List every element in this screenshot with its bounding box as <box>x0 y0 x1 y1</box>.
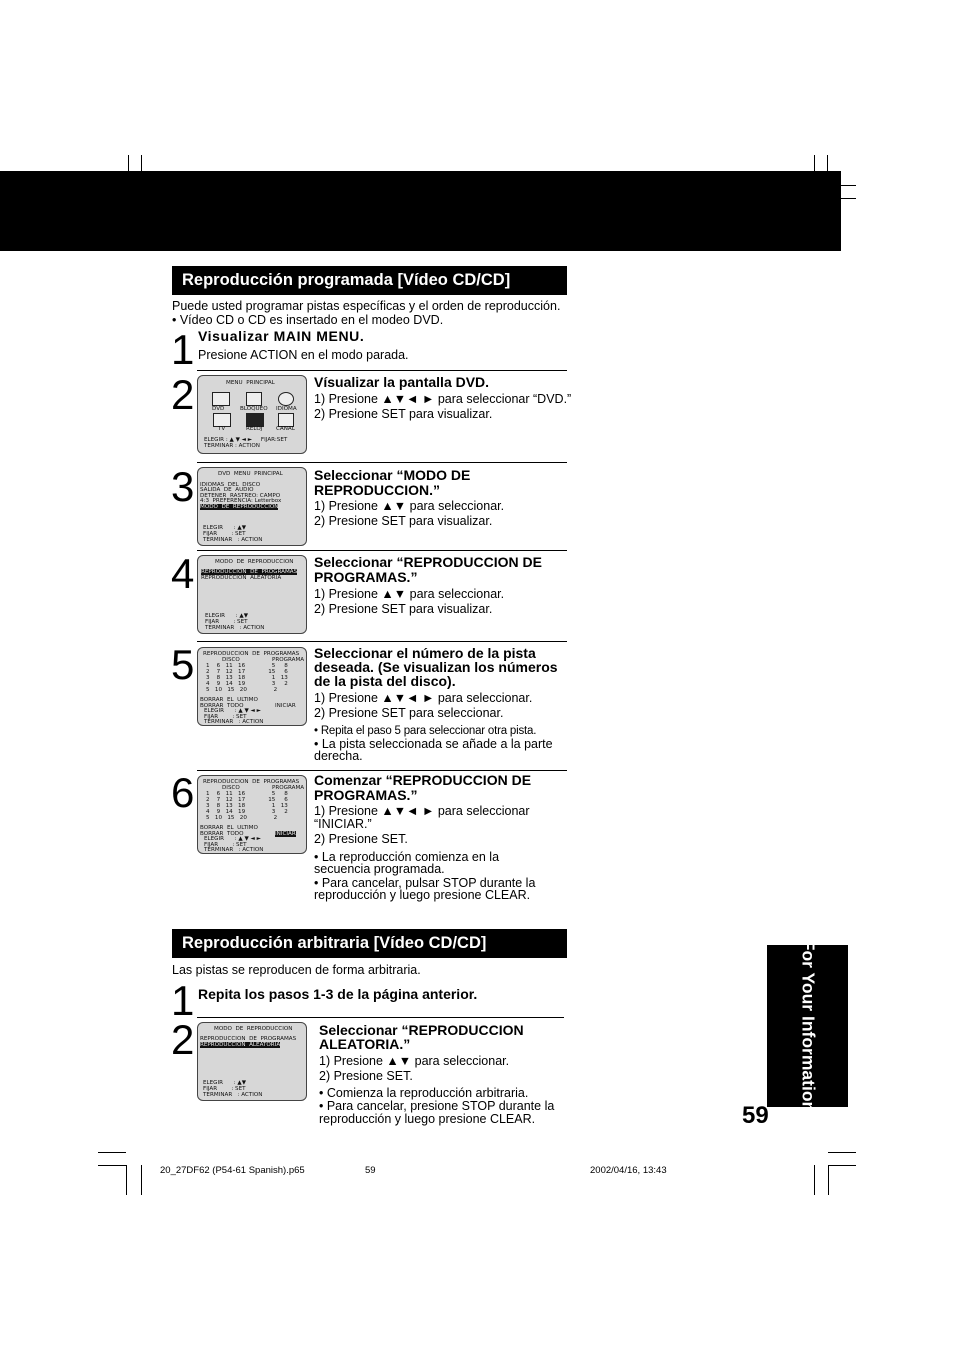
crop-mark <box>814 1165 815 1195</box>
screen-item: DETENER RASTREO: CAMPO <box>200 493 281 499</box>
step-line: 1) Presione ▲▼◄ ► para seleccionar “DVD.” <box>314 392 572 406</box>
step-title: Visualizar MAIN MENU. <box>198 328 365 344</box>
programas-iniciar-screen <box>197 775 307 854</box>
divider <box>197 370 567 371</box>
crop-mark <box>828 1152 856 1153</box>
screen-row: 4 9 14 19 3 2 <box>206 809 288 815</box>
crop-mark <box>828 1165 829 1195</box>
screen-label: CANAL <box>276 426 295 432</box>
crop-mark <box>98 1152 126 1153</box>
step-bullet: secuencia programada. <box>314 862 445 876</box>
screen-footer: ELEGIR : ▲▼ <box>205 613 248 619</box>
divider <box>197 770 567 771</box>
step-title: Repita los pasos 1-3 de la página anterior. <box>198 986 478 1002</box>
section-title: Reproducción arbitraria [Vídeo CD/CD] <box>172 929 567 958</box>
intro-bullet: • Vídeo CD o CD es insertado en el modeo DVD. <box>172 313 444 327</box>
step-number: 3 <box>171 463 195 510</box>
divider <box>197 462 567 463</box>
screen-footer: ELEGIR : ▲ ▼ ◄ ► FIJAR:SET <box>204 437 288 443</box>
lock-icon <box>246 392 262 406</box>
aleatoria-screen <box>197 1022 307 1101</box>
screen-row: 4 9 14 19 3 2 <box>206 681 288 687</box>
dvd-menu-screen <box>197 467 307 546</box>
screen-item: IDIOMAS DEL DISCO <box>200 482 261 488</box>
crop-mark <box>828 1165 856 1166</box>
step-line: Presione ACTION en el modo parada. <box>198 348 409 362</box>
step-bullet: reproducción y luego presione CLEAR. <box>314 888 531 902</box>
screen-row: 2 7 12 17 15 6 <box>206 669 288 675</box>
step-line: 1) Presione ▲▼ para seleccionar. <box>319 1054 510 1068</box>
tv-icon <box>213 413 231 427</box>
step-title: Seleccionar “REPRODUCCION <box>319 1022 524 1038</box>
screen-footer: FIJAR : SET <box>203 531 246 537</box>
screen-footer: TERMINAR : ACTION <box>203 1092 263 1098</box>
screen-footer: ELEGIR : ▲ ▼ ◄ ► <box>204 836 261 842</box>
modo-reproduccion-screen <box>197 555 307 634</box>
side-tab-label: For Your Information <box>798 939 819 1113</box>
screen-footer: TERMINAR : ACTION <box>203 537 263 543</box>
screen-footer: TERMINAR : ACTION <box>204 719 264 725</box>
step-line: 2) Presione SET para seleccionar. <box>314 706 504 720</box>
screen-item: INICIAR <box>275 703 296 709</box>
step-bullet: reproducción y luego presione CLEAR. <box>319 1112 536 1126</box>
step-title: REPRODUCCION.” <box>314 482 441 498</box>
screen-item: BORRAR EL ULTIMO <box>200 697 258 703</box>
footer-page: 59 <box>365 1165 376 1176</box>
step-line: 2) Presione SET para visualizar. <box>314 514 493 528</box>
divider <box>197 550 567 551</box>
screen-item: BORRAR TODO <box>200 831 244 837</box>
step-title: ALEATORIA.” <box>319 1036 411 1052</box>
screen-footer: TERMINAR : ACTION <box>205 625 265 631</box>
screen-title: MODO DE REPRODUCCION <box>214 1026 293 1032</box>
step-title: PROGRAMAS.” <box>314 787 418 803</box>
step-bullet: • Para cancelar, presione STOP durante la <box>319 1099 555 1113</box>
screen-item: SALIDA DE AUDIO <box>200 487 254 493</box>
step-bullet: • La pista seleccionada se añade a la parte <box>314 737 553 751</box>
screen-label: DVD <box>212 406 225 412</box>
step-number: 2 <box>171 1016 195 1063</box>
screen-footer: ELEGIR : ▲▼ <box>203 525 246 531</box>
screen-selected-item: INICIAR <box>275 831 296 837</box>
screen-row: 3 8 13 18 1 13 <box>206 675 288 681</box>
screen-footer: ELEGIR : ▲ ▼ ◄ ► <box>204 708 261 714</box>
screen-footer: FIJAR : SET <box>204 714 247 720</box>
screen-row: 5 10 15 20 2 <box>206 815 278 821</box>
crop-mark <box>126 1165 127 1195</box>
step-title: Seleccionar el número de la pista <box>314 645 536 661</box>
step-number: 5 <box>171 641 195 688</box>
screen-label: IDIOMA <box>276 406 297 412</box>
screen-item: 4:3 PREFERENCIA: Letterbox <box>200 498 282 504</box>
screen-title: MENU PRINCIPAL <box>226 380 275 386</box>
screen-row: 1 6 11 16 5 8 <box>206 791 288 797</box>
intro-text: Las pistas se reproducen de forma arbitraria. <box>172 963 421 977</box>
step-bullet: • La reproducción comienza en la <box>314 850 500 864</box>
disc-icon <box>212 392 230 406</box>
step-line: 1) Presione ▲▼ para seleccionar. <box>314 499 505 513</box>
crop-mark <box>98 1165 126 1166</box>
page-number: 59 <box>742 1102 769 1129</box>
intro-text: Puede usted programar pistas específicas y el orden de reproducción. <box>172 299 561 313</box>
divider <box>197 1017 564 1018</box>
step-line: 2) Presione SET para visualizar. <box>314 407 493 421</box>
screen-selected-item: REPRODUCCION ALEATORIA <box>200 1042 281 1048</box>
step-title: PROGRAMAS.” <box>314 569 418 585</box>
screen-selected-item: REPRODUCCION DE PROGRAMAS <box>201 569 298 575</box>
screen-title: REPRODUCCION DE PROGRAMAS <box>203 779 300 785</box>
screen-footer: TERMINAR : ACTION <box>204 847 264 853</box>
step-title: de la pista del disco). <box>314 673 456 689</box>
step-number: 6 <box>171 769 195 816</box>
step-number: 1 <box>171 326 195 373</box>
footer-file: 20_27DF62 (P54-61 Spanish).p65 <box>160 1165 305 1176</box>
screen-item: BORRAR TODO <box>200 703 244 709</box>
step-title: Seleccionar “MODO DE <box>314 467 471 483</box>
screen-header: PROGRAMA <box>272 657 305 663</box>
screen-footer: FIJAR : SET <box>204 842 247 848</box>
step-number: 1 <box>171 977 195 1024</box>
screen-footer: TERMINAR : ACTION <box>204 443 260 449</box>
section-title: Reproducción programada [Vídeo CD/CD] <box>172 266 567 295</box>
step-title: deseada. (Se visualizan los números <box>314 659 558 675</box>
programas-screen <box>197 647 307 726</box>
screen-footer: FIJAR : SET <box>205 619 248 625</box>
step-number: 4 <box>171 550 195 597</box>
step-title: Seleccionar “REPRODUCCION DE <box>314 554 542 570</box>
step-title: Vísualizar la pantalla DVD. <box>314 374 490 390</box>
clock-icon <box>246 413 264 427</box>
step-bullet: • Comienza la reproducción arbitraria. <box>319 1086 529 1100</box>
screen-footer: ELEGIR : ▲▼ <box>203 1080 246 1086</box>
step-line: 1) Presione ▲▼◄ ► para seleccionar <box>314 804 530 818</box>
step-bullet: derecha. <box>314 749 363 763</box>
screen-title: DVD MENU PRINCIPAL <box>218 471 283 477</box>
step-line: 2) Presione SET. <box>314 832 408 846</box>
screen-header: DISCO <box>222 785 240 791</box>
language-icon <box>278 392 294 406</box>
screen-row: 1 6 11 16 5 8 <box>206 663 288 669</box>
footer-date: 2002/04/16, 13:43 <box>590 1165 667 1176</box>
divider <box>197 641 567 642</box>
screen-label: BLOQUEO <box>240 406 268 412</box>
screen-label: RELOJ <box>246 426 263 432</box>
step-line: 2) Presione SET. <box>319 1069 413 1083</box>
screen-footer: FIJAR : SET <box>203 1086 246 1092</box>
screen-row: 5 10 15 20 2 <box>206 687 278 693</box>
screen-title: REPRODUCCION DE PROGRAMAS <box>203 651 300 657</box>
step-number: 2 <box>171 371 195 418</box>
channel-icon <box>278 413 294 427</box>
step-title: Comenzar “REPRODUCCION DE <box>314 772 532 788</box>
step-line: 1) Presione ▲▼◄ ► para seleccionar. <box>314 691 533 705</box>
step-bullet: • Para cancelar, pulsar STOP durante la <box>314 876 536 890</box>
screen-row: 3 8 13 18 1 13 <box>206 803 288 809</box>
screen-label: TV <box>218 426 226 432</box>
screen-item: BORRAR EL ULTIMO <box>200 825 258 831</box>
screen-selected-item: MODO DE REPRODUCCION <box>200 504 279 510</box>
screen-header: PROGRAMA <box>272 785 305 791</box>
step-line: “INICIAR.” <box>314 817 372 831</box>
screen-row: 2 7 12 17 15 6 <box>206 797 288 803</box>
step-line: 1) Presione ▲▼ para seleccionar. <box>314 587 505 601</box>
screen-title: MODO DE REPRODUCCION <box>215 559 294 565</box>
step-line: 2) Presione SET para visualizar. <box>314 602 493 616</box>
menu-principal-screen <box>197 375 307 454</box>
header-band <box>0 171 841 251</box>
screen-header: DISCO <box>222 657 240 663</box>
screen-item: REPRODUCCION DE PROGRAMAS <box>200 1036 297 1042</box>
crop-mark <box>141 1165 142 1195</box>
screen-item: REPRODUCCION ALEATORIA <box>201 575 282 581</box>
step-bullet: • Repita el paso 5 para seleccionar otra pista. <box>314 725 537 737</box>
